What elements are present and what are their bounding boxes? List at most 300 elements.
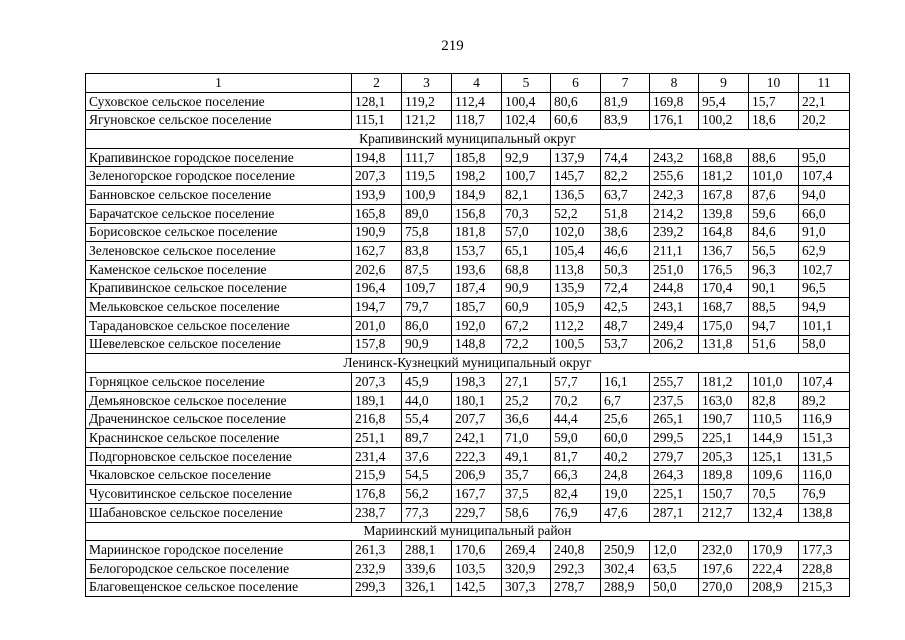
value-cell: 142,5	[452, 578, 502, 597]
value-cell: 66,3	[551, 466, 601, 485]
settlement-name: Чусовитинское сельское поселение	[86, 485, 352, 504]
value-cell: 44,0	[402, 391, 452, 410]
settlement-name: Зеленовское сельское поселение	[86, 242, 352, 261]
value-cell: 299,5	[650, 429, 699, 448]
value-cell: 44,4	[551, 410, 601, 429]
value-cell: 88,6	[749, 148, 799, 167]
value-cell: 222,4	[749, 559, 799, 578]
value-cell: 35,7	[502, 466, 551, 485]
value-cell: 212,7	[699, 503, 749, 522]
value-cell: 66,0	[799, 204, 850, 223]
value-cell: 100,2	[699, 111, 749, 130]
column-header: 6	[551, 74, 601, 93]
value-cell: 19,0	[601, 485, 650, 504]
value-cell: 82,4	[551, 485, 601, 504]
value-cell: 181,2	[699, 167, 749, 186]
value-cell: 60,0	[601, 429, 650, 448]
value-cell: 111,7	[402, 148, 452, 167]
table-row	[86, 204, 850, 223]
value-cell: 80,6	[551, 92, 601, 111]
value-cell: 190,7	[699, 410, 749, 429]
table-row	[86, 373, 850, 392]
table-body	[86, 74, 850, 597]
value-cell: 82,1	[502, 186, 551, 205]
value-cell: 187,4	[452, 279, 502, 298]
value-cell: 27,1	[502, 373, 551, 392]
value-cell: 101,1	[799, 316, 850, 335]
value-cell: 16,1	[601, 373, 650, 392]
value-cell: 102,4	[502, 111, 551, 130]
table-row	[86, 92, 850, 111]
value-cell: 25,2	[502, 391, 551, 410]
value-cell: 136,7	[699, 242, 749, 261]
value-cell: 63,7	[601, 186, 650, 205]
table-row	[86, 559, 850, 578]
value-cell: 214,2	[650, 204, 699, 223]
value-cell: 68,8	[502, 260, 551, 279]
settlement-name: Драченинское сельское поселение	[86, 410, 352, 429]
value-cell: 60,6	[551, 111, 601, 130]
value-cell: 170,6	[452, 541, 502, 560]
value-cell: 74,4	[601, 148, 650, 167]
value-cell: 57,0	[502, 223, 551, 242]
value-cell: 91,0	[799, 223, 850, 242]
value-cell: 92,9	[502, 148, 551, 167]
value-cell: 90,9	[502, 279, 551, 298]
value-cell: 71,0	[502, 429, 551, 448]
value-cell: 110,5	[749, 410, 799, 429]
value-cell: 239,2	[650, 223, 699, 242]
value-cell: 251,1	[352, 429, 402, 448]
value-cell: 48,7	[601, 316, 650, 335]
value-cell: 215,3	[799, 578, 850, 597]
value-cell: 90,9	[402, 335, 452, 354]
value-cell: 190,9	[352, 223, 402, 242]
value-cell: 46,6	[601, 242, 650, 261]
value-cell: 180,1	[452, 391, 502, 410]
value-cell: 197,6	[699, 559, 749, 578]
value-cell: 75,8	[402, 223, 452, 242]
table-row	[86, 167, 850, 186]
value-cell: 45,9	[402, 373, 452, 392]
value-cell: 170,9	[749, 541, 799, 560]
value-cell: 55,4	[402, 410, 452, 429]
table-row	[86, 541, 850, 560]
value-cell: 193,6	[452, 260, 502, 279]
value-cell: 102,7	[799, 260, 850, 279]
value-cell: 100,5	[551, 335, 601, 354]
value-cell: 249,4	[650, 316, 699, 335]
value-cell: 63,5	[650, 559, 699, 578]
table-row	[86, 578, 850, 597]
settlement-name: Шабановское сельское поселение	[86, 503, 352, 522]
value-cell: 81,7	[551, 447, 601, 466]
value-cell: 208,9	[749, 578, 799, 597]
value-cell: 131,8	[699, 335, 749, 354]
table-row	[86, 148, 850, 167]
table-row	[86, 447, 850, 466]
value-cell: 76,9	[799, 485, 850, 504]
value-cell: 184,9	[452, 186, 502, 205]
value-cell: 116,0	[799, 466, 850, 485]
value-cell: 50,3	[601, 260, 650, 279]
value-cell: 206,2	[650, 335, 699, 354]
value-cell: 168,8	[699, 148, 749, 167]
value-cell: 70,2	[551, 391, 601, 410]
table-row	[86, 242, 850, 261]
value-cell: 255,6	[650, 167, 699, 186]
value-cell: 242,1	[452, 429, 502, 448]
value-cell: 139,8	[699, 204, 749, 223]
value-cell: 107,4	[799, 167, 850, 186]
value-cell: 95,0	[799, 148, 850, 167]
data-table	[85, 73, 850, 597]
settlement-name: Мельковское сельское поселение	[86, 298, 352, 317]
value-cell: 201,0	[352, 316, 402, 335]
settlement-name: Банновское сельское поселение	[86, 186, 352, 205]
section-row	[86, 354, 850, 373]
value-cell: 151,3	[799, 429, 850, 448]
value-cell: 181,2	[699, 373, 749, 392]
value-cell: 288,1	[402, 541, 452, 560]
value-cell: 101,0	[749, 167, 799, 186]
value-cell: 177,3	[799, 541, 850, 560]
header-row	[86, 74, 850, 93]
value-cell: 326,1	[402, 578, 452, 597]
value-cell: 105,4	[551, 242, 601, 261]
value-cell: 59,6	[749, 204, 799, 223]
settlement-name: Крапивинское сельское поселение	[86, 279, 352, 298]
value-cell: 181,8	[452, 223, 502, 242]
column-header: 11	[799, 74, 850, 93]
value-cell: 307,3	[502, 578, 551, 597]
table-row	[86, 223, 850, 242]
page-number: 219	[441, 38, 464, 54]
value-cell: 156,8	[452, 204, 502, 223]
value-cell: 292,3	[551, 559, 601, 578]
value-cell: 194,7	[352, 298, 402, 317]
settlement-name: Демьяновское сельское поселение	[86, 391, 352, 410]
value-cell: 278,7	[551, 578, 601, 597]
value-cell: 52,2	[551, 204, 601, 223]
value-cell: 121,2	[402, 111, 452, 130]
value-cell: 51,8	[601, 204, 650, 223]
value-cell: 320,9	[502, 559, 551, 578]
section-title: Ленинск-Кузнецкий муниципальный округ	[86, 354, 850, 373]
value-cell: 112,2	[551, 316, 601, 335]
value-cell: 339,6	[402, 559, 452, 578]
value-cell: 56,5	[749, 242, 799, 261]
value-cell: 60,9	[502, 298, 551, 317]
column-header: 9	[699, 74, 749, 93]
settlement-name: Борисовское сельское поселение	[86, 223, 352, 242]
value-cell: 89,2	[799, 391, 850, 410]
settlement-name: Чкаловское сельское поселение	[86, 466, 352, 485]
value-cell: 57,7	[551, 373, 601, 392]
settlement-name: Зеленогорское городское поселение	[86, 167, 352, 186]
value-cell: 112,4	[452, 92, 502, 111]
value-cell: 94,0	[799, 186, 850, 205]
value-cell: 81,9	[601, 92, 650, 111]
value-cell: 132,4	[749, 503, 799, 522]
value-cell: 237,5	[650, 391, 699, 410]
value-cell: 76,9	[551, 503, 601, 522]
value-cell: 261,3	[352, 541, 402, 560]
value-cell: 205,3	[699, 447, 749, 466]
value-cell: 58,6	[502, 503, 551, 522]
value-cell: 167,7	[452, 485, 502, 504]
value-cell: 176,8	[352, 485, 402, 504]
column-header: 7	[601, 74, 650, 93]
value-cell: 251,0	[650, 260, 699, 279]
table-row	[86, 111, 850, 130]
table-row	[86, 391, 850, 410]
value-cell: 88,5	[749, 298, 799, 317]
settlement-name: Шевелевское сельское поселение	[86, 335, 352, 354]
settlement-name: Горняцкое сельское поселение	[86, 373, 352, 392]
value-cell: 232,0	[699, 541, 749, 560]
settlement-name: Суховское сельское поселение	[86, 92, 352, 111]
value-cell: 207,7	[452, 410, 502, 429]
value-cell: 12,0	[650, 541, 699, 560]
value-cell: 47,6	[601, 503, 650, 522]
value-cell: 70,5	[749, 485, 799, 504]
value-cell: 168,7	[699, 298, 749, 317]
value-cell: 136,5	[551, 186, 601, 205]
value-cell: 176,5	[699, 260, 749, 279]
value-cell: 137,9	[551, 148, 601, 167]
value-cell: 169,8	[650, 92, 699, 111]
settlement-name: Каменское сельское поселение	[86, 260, 352, 279]
value-cell: 42,5	[601, 298, 650, 317]
column-header: 8	[650, 74, 699, 93]
value-cell: 288,9	[601, 578, 650, 597]
value-cell: 153,7	[452, 242, 502, 261]
value-cell: 62,9	[799, 242, 850, 261]
value-cell: 100,7	[502, 167, 551, 186]
value-cell: 175,0	[699, 316, 749, 335]
table-row	[86, 410, 850, 429]
table-row	[86, 503, 850, 522]
value-cell: 102,0	[551, 223, 601, 242]
value-cell: 135,9	[551, 279, 601, 298]
table-row	[86, 316, 850, 335]
value-cell: 116,9	[799, 410, 850, 429]
value-cell: 89,0	[402, 204, 452, 223]
value-cell: 94,9	[799, 298, 850, 317]
settlement-name: Благовещенское сельское поселение	[86, 578, 352, 597]
column-header: 5	[502, 74, 551, 93]
value-cell: 202,6	[352, 260, 402, 279]
value-cell: 225,1	[699, 429, 749, 448]
value-cell: 79,7	[402, 298, 452, 317]
value-cell: 96,3	[749, 260, 799, 279]
column-header: 1	[86, 74, 352, 93]
settlement-name: Барачатское сельское поселение	[86, 204, 352, 223]
value-cell: 72,4	[601, 279, 650, 298]
value-cell: 232,9	[352, 559, 402, 578]
value-cell: 119,2	[402, 92, 452, 111]
value-cell: 270,0	[699, 578, 749, 597]
value-cell: 53,7	[601, 335, 650, 354]
section-title: Мариинский муниципальный район	[86, 522, 850, 541]
value-cell: 243,2	[650, 148, 699, 167]
value-cell: 138,8	[799, 503, 850, 522]
value-cell: 240,8	[551, 541, 601, 560]
value-cell: 229,7	[452, 503, 502, 522]
value-cell: 176,1	[650, 111, 699, 130]
value-cell: 148,8	[452, 335, 502, 354]
value-cell: 15,7	[749, 92, 799, 111]
value-cell: 222,3	[452, 447, 502, 466]
value-cell: 105,9	[551, 298, 601, 317]
value-cell: 192,0	[452, 316, 502, 335]
value-cell: 38,6	[601, 223, 650, 242]
table-row	[86, 335, 850, 354]
value-cell: 128,1	[352, 92, 402, 111]
value-cell: 67,2	[502, 316, 551, 335]
value-cell: 185,7	[452, 298, 502, 317]
value-cell: 37,6	[402, 447, 452, 466]
value-cell: 250,9	[601, 541, 650, 560]
value-cell: 89,7	[402, 429, 452, 448]
value-cell: 87,5	[402, 260, 452, 279]
value-cell: 196,4	[352, 279, 402, 298]
value-cell: 50,0	[650, 578, 699, 597]
table-row	[86, 466, 850, 485]
value-cell: 144,9	[749, 429, 799, 448]
value-cell: 83,9	[601, 111, 650, 130]
value-cell: 302,4	[601, 559, 650, 578]
value-cell: 109,6	[749, 466, 799, 485]
value-cell: 198,2	[452, 167, 502, 186]
value-cell: 242,3	[650, 186, 699, 205]
table-row	[86, 186, 850, 205]
value-cell: 225,1	[650, 485, 699, 504]
value-cell: 86,0	[402, 316, 452, 335]
value-cell: 207,3	[352, 167, 402, 186]
value-cell: 238,7	[352, 503, 402, 522]
settlement-name: Подгорновское сельское поселение	[86, 447, 352, 466]
value-cell: 189,1	[352, 391, 402, 410]
settlement-name: Краснинское сельское поселение	[86, 429, 352, 448]
value-cell: 90,1	[749, 279, 799, 298]
value-cell: 56,2	[402, 485, 452, 504]
value-cell: 211,1	[650, 242, 699, 261]
value-cell: 264,3	[650, 466, 699, 485]
value-cell: 37,5	[502, 485, 551, 504]
value-cell: 54,5	[402, 466, 452, 485]
value-cell: 82,2	[601, 167, 650, 186]
section-title: Крапивинский муниципальный округ	[86, 130, 850, 149]
settlement-name: Мариинское городское поселение	[86, 541, 352, 560]
column-header: 10	[749, 74, 799, 93]
value-cell: 22,1	[799, 92, 850, 111]
value-cell: 287,1	[650, 503, 699, 522]
value-cell: 145,7	[551, 167, 601, 186]
value-cell: 167,8	[699, 186, 749, 205]
value-cell: 77,3	[402, 503, 452, 522]
value-cell: 59,0	[551, 429, 601, 448]
value-cell: 163,0	[699, 391, 749, 410]
value-cell: 215,9	[352, 466, 402, 485]
table-row	[86, 260, 850, 279]
value-cell: 118,7	[452, 111, 502, 130]
value-cell: 165,8	[352, 204, 402, 223]
value-cell: 18,6	[749, 111, 799, 130]
settlement-name: Тарадановское сельское поселение	[86, 316, 352, 335]
value-cell: 269,4	[502, 541, 551, 560]
value-cell: 164,8	[699, 223, 749, 242]
settlement-name: Ягуновское сельское поселение	[86, 111, 352, 130]
value-cell: 96,5	[799, 279, 850, 298]
value-cell: 83,8	[402, 242, 452, 261]
value-cell: 194,8	[352, 148, 402, 167]
column-header: 3	[402, 74, 452, 93]
value-cell: 20,2	[799, 111, 850, 130]
column-header: 4	[452, 74, 502, 93]
value-cell: 84,6	[749, 223, 799, 242]
value-cell: 119,5	[402, 167, 452, 186]
column-header: 2	[352, 74, 402, 93]
value-cell: 113,8	[551, 260, 601, 279]
value-cell: 299,3	[352, 578, 402, 597]
value-cell: 65,1	[502, 242, 551, 261]
value-cell: 6,7	[601, 391, 650, 410]
value-cell: 162,7	[352, 242, 402, 261]
value-cell: 95,4	[699, 92, 749, 111]
value-cell: 40,2	[601, 447, 650, 466]
value-cell: 131,5	[799, 447, 850, 466]
value-cell: 115,1	[352, 111, 402, 130]
value-cell: 82,8	[749, 391, 799, 410]
value-cell: 70,3	[502, 204, 551, 223]
value-cell: 265,1	[650, 410, 699, 429]
section-row	[86, 130, 850, 149]
value-cell: 109,7	[402, 279, 452, 298]
value-cell: 198,3	[452, 373, 502, 392]
value-cell: 231,4	[352, 447, 402, 466]
value-cell: 101,0	[749, 373, 799, 392]
value-cell: 185,8	[452, 148, 502, 167]
value-cell: 255,7	[650, 373, 699, 392]
value-cell: 87,6	[749, 186, 799, 205]
value-cell: 207,3	[352, 373, 402, 392]
value-cell: 216,8	[352, 410, 402, 429]
value-cell: 72,2	[502, 335, 551, 354]
value-cell: 206,9	[452, 466, 502, 485]
value-cell: 150,7	[699, 485, 749, 504]
settlement-name: Крапивинское городское поселение	[86, 148, 352, 167]
value-cell: 228,8	[799, 559, 850, 578]
settlement-name: Белогородское сельское поселение	[86, 559, 352, 578]
value-cell: 125,1	[749, 447, 799, 466]
value-cell: 243,1	[650, 298, 699, 317]
value-cell: 103,5	[452, 559, 502, 578]
value-cell: 189,8	[699, 466, 749, 485]
value-cell: 25,6	[601, 410, 650, 429]
value-cell: 244,8	[650, 279, 699, 298]
table-row	[86, 279, 850, 298]
value-cell: 107,4	[799, 373, 850, 392]
value-cell: 193,9	[352, 186, 402, 205]
value-cell: 49,1	[502, 447, 551, 466]
value-cell: 36,6	[502, 410, 551, 429]
value-cell: 170,4	[699, 279, 749, 298]
value-cell: 100,4	[502, 92, 551, 111]
table-row	[86, 298, 850, 317]
section-row	[86, 522, 850, 541]
